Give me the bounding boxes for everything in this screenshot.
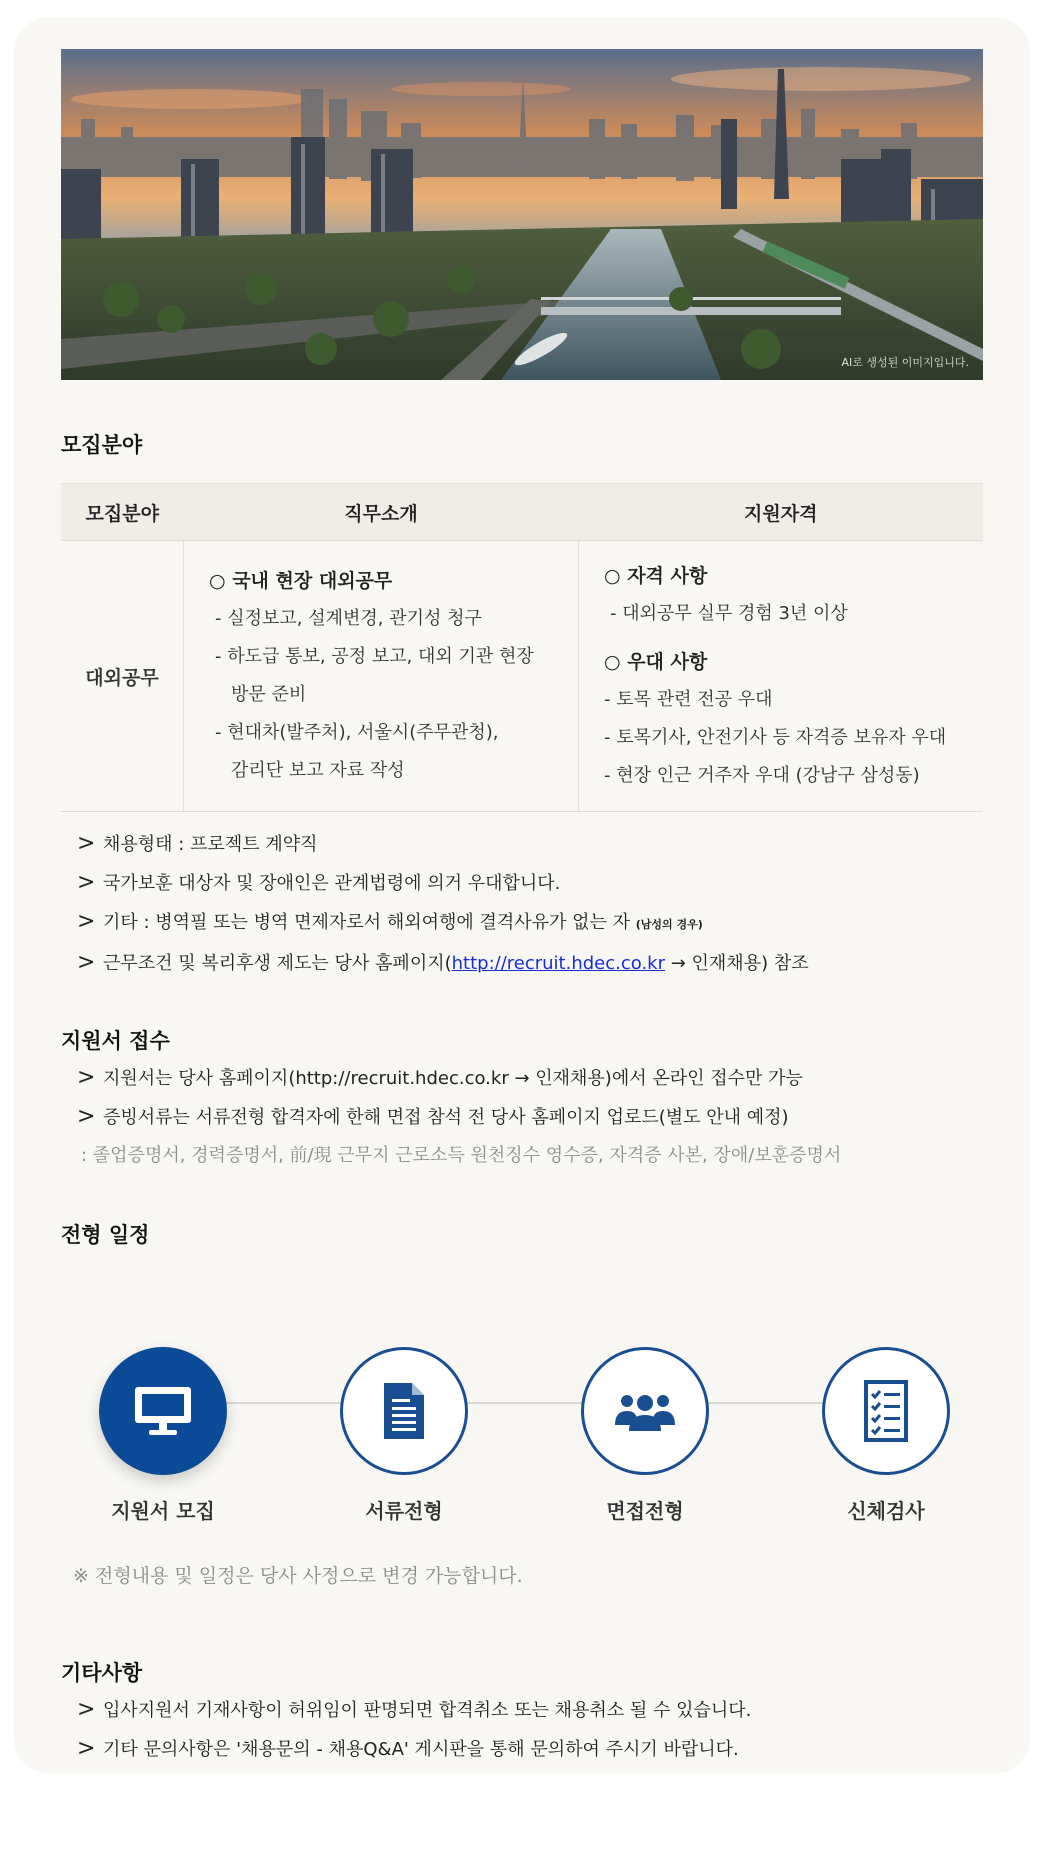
table-header: 모집분야	[61, 484, 184, 541]
process-steps	[61, 1323, 983, 1523]
recruit-table	[61, 483, 983, 812]
job-line: - 실정보고, 설계변경, 관기성 청구	[215, 608, 482, 629]
job-description-cell	[184, 541, 579, 812]
city-banner-image	[61, 49, 983, 380]
section-title-schedule: 전형 일정	[61, 1223, 150, 1247]
step-medical-check	[820, 1347, 952, 1524]
preference-line: - 토목기사, 안전기사 등 자격증 보유자 우대	[604, 727, 947, 748]
section-title-etc: 기타사항	[61, 1661, 143, 1685]
list-item: > 국가보훈 대상자 및 장애인은 관계법령에 의거 우대합니다.	[77, 870, 561, 895]
checklist-icon	[822, 1347, 950, 1475]
table-header: 직무소개	[184, 484, 579, 541]
preference-line: - 현장 인근 거주자 우대 (강남구 삼성동)	[604, 765, 920, 786]
job-heading: ○ 국내 현장 대외공무	[209, 570, 393, 592]
preference-line: - 토목 관련 전공 우대	[604, 689, 773, 710]
table-header-row	[61, 484, 983, 541]
male-only-note: (남성의 경우)	[635, 918, 703, 931]
job-line: - 하도급 통보, 공정 보고, 대외 기관 현장	[215, 646, 534, 667]
apply-info-list	[77, 1059, 841, 1175]
section-title-apply: 지원서 접수	[61, 1029, 170, 1053]
list-item: > 채용형태 : 프로젝트 계약직	[77, 831, 318, 856]
job-posting-card	[14, 17, 1030, 1773]
monitor-icon	[99, 1347, 227, 1475]
qualification-line: - 대외공무 실무 경험 3년 이상	[610, 603, 848, 624]
table-row	[61, 541, 983, 812]
job-line: - 현대차(발주처), 서울시(주무관청),	[215, 722, 499, 743]
step-label: 신체검사	[847, 1499, 925, 1523]
qualification-heading: ○ 자격 사항	[604, 565, 708, 587]
qualification-cell	[579, 541, 984, 812]
recruit-site-link[interactable]: http://recruit.hdec.co.kr	[451, 953, 665, 974]
etc-info-list	[77, 1691, 751, 1769]
step-label: 지원서 모집	[111, 1499, 215, 1523]
list-item: > 지원서는 당사 홈페이지(http://recruit.hdec.co.kr → 인재채용)에서 온라인 접수만 가능	[77, 1065, 803, 1090]
ai-generated-note: AI로 생성된 이미지입니다.	[841, 356, 969, 369]
required-documents: : 졸업증명서, 경력증명서, 前/現 근무지 근로소득 원천징수 영수증, 자격증 사본, 장애/보훈증명서	[81, 1145, 842, 1166]
list-item: > 입사지원서 기재사항이 허위임이 판명되면 합격취소 또는 채용취소 될 수 있습니다.	[77, 1697, 752, 1722]
process-connector	[161, 1402, 883, 1404]
job-line: 감리단 보고 자료 작성	[231, 760, 405, 781]
step-label: 서류전형	[365, 1499, 443, 1523]
list-item: > 증빙서류는 서류전형 합격자에 한해 면접 참석 전 당사 홈페이지 업로드(별도 안내 예정)	[77, 1104, 789, 1129]
list-item: > 기타 문의사항은 '채용문의 - 채용Q&A' 게시판을 통해 문의하여 주시기 바랍니다.	[77, 1736, 739, 1761]
preference-heading: ○ 우대 사항	[604, 651, 708, 673]
table-header: 지원자격	[579, 484, 984, 541]
section-title-recruit: 모집분야	[61, 433, 143, 457]
step-application	[97, 1347, 229, 1524]
step-interview	[579, 1347, 711, 1524]
schedule-note: ※ 전형내용 및 일정은 당사 사정으로 변경 가능합니다.	[73, 1565, 523, 1587]
list-item: > 기타 : 병역필 또는 병역 면제자로서 해외여행에 결격사유가 없는 자 (남성의 경우)	[77, 909, 703, 934]
step-document-screening	[338, 1347, 470, 1524]
posting-content	[61, 49, 983, 1761]
step-label: 면접전형	[606, 1499, 684, 1523]
list-item: > 근무조건 및 복리후생 제도는 당사 홈페이지(http://recruit.hdec.co.kr → 인재채용) 참조	[77, 950, 809, 975]
people-group-icon	[581, 1347, 709, 1475]
job-line: 방문 준비	[231, 684, 307, 705]
employment-info-list	[77, 825, 809, 983]
field-cell: 대외공무	[61, 541, 184, 812]
document-icon	[340, 1347, 468, 1475]
